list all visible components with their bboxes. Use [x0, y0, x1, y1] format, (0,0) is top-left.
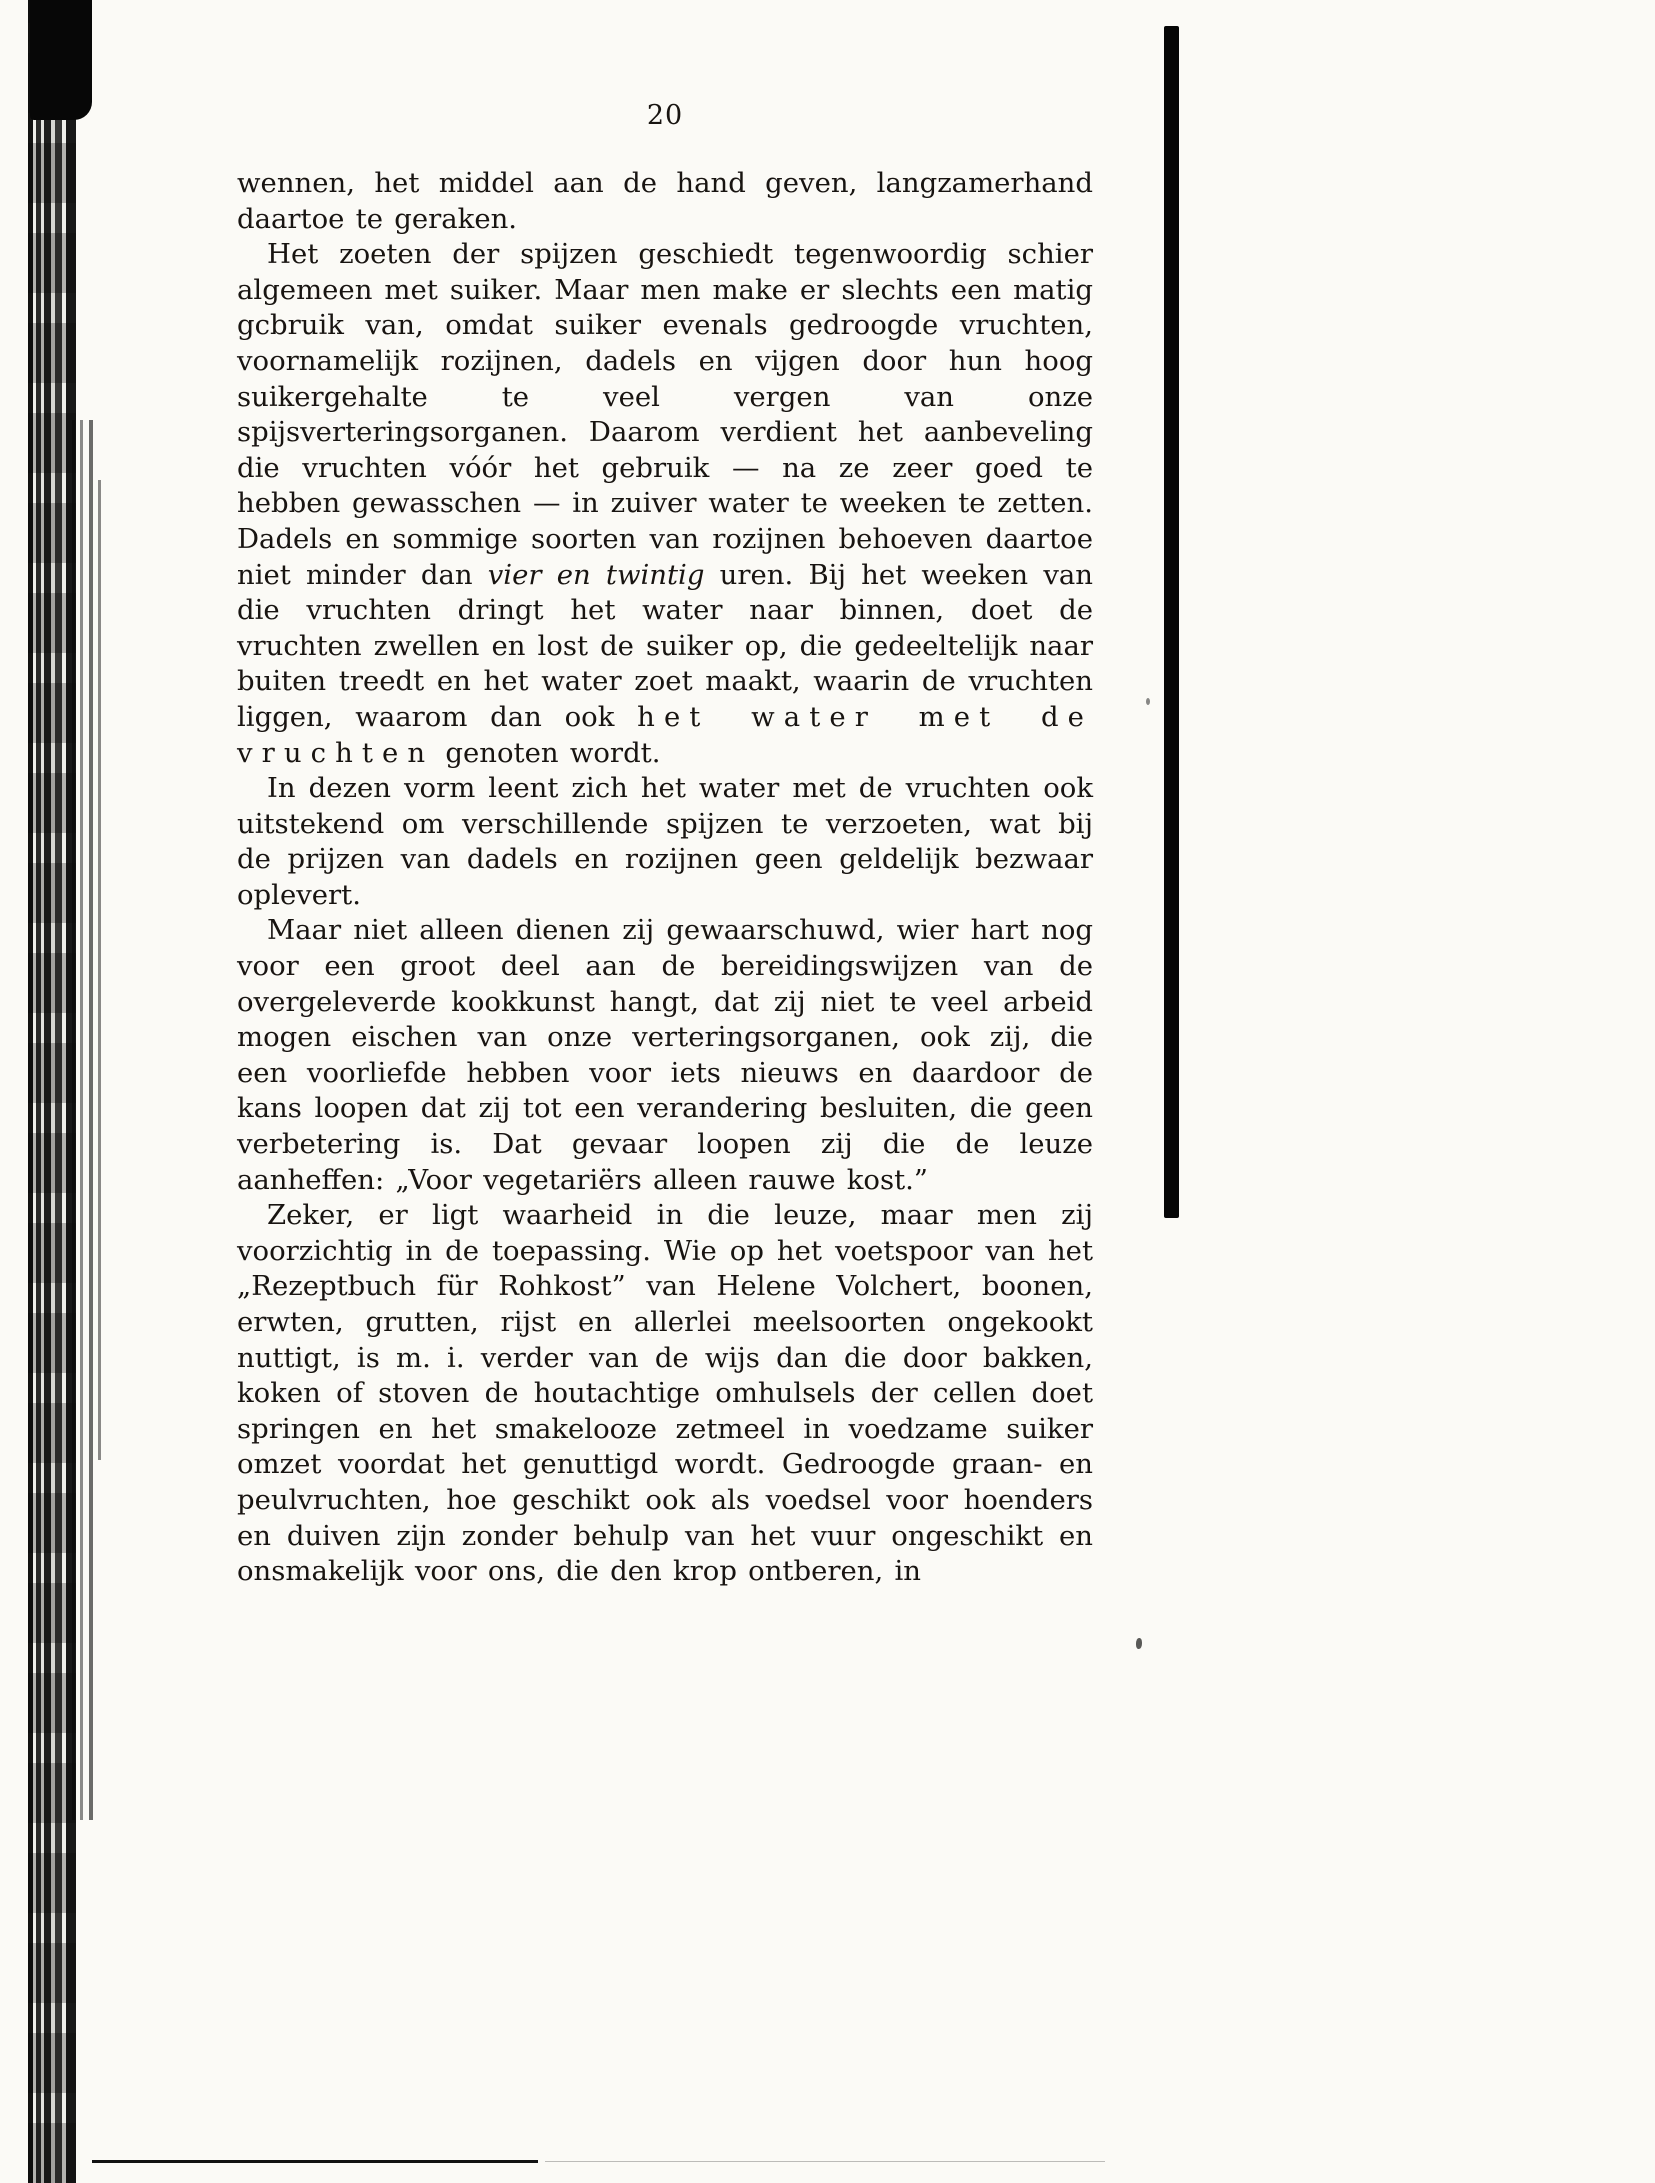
text-segment-normal: wennen, het middel aan de hand geven, langzamerhand daartoe te geraken.	[237, 167, 1093, 235]
text-segment-normal: genoten wordt.	[434, 736, 661, 769]
page-body	[237, 166, 1093, 1590]
page-number: 20	[646, 100, 684, 131]
scan-artifact-thin-line	[98, 480, 101, 1460]
scan-artifact-left-binding	[28, 0, 76, 2183]
paragraph	[237, 1198, 1093, 1590]
text-segment-normal: uren. Bij het weeken van die vruchten dringt het water naar binnen, doet de vruchten zwellen en lost de suiker op, die gedeeltelijk naar buiten treedt en het water zoet maakt, waarin de vruchten liggen, waarom dan ook	[237, 558, 1093, 733]
scan-artifact-bottom-line-faint	[545, 2161, 1105, 2162]
paragraph	[237, 237, 1093, 771]
scan-artifact-speck	[1136, 1638, 1142, 1649]
scan-artifact-speck	[1146, 698, 1150, 705]
text-segment-spaced: het water met de vruchten	[237, 700, 1093, 769]
paragraph	[237, 771, 1093, 913]
text-segment-normal: In dezen vorm leent zich het water met de vruchten ook uitstekend om verschillende spijzen te verzoeten, wat bij de prijzen van dadels en rozijnen geen geldelijk bezwaar oplevert.	[237, 772, 1093, 911]
paragraph	[237, 913, 1093, 1198]
scan-artifact-bottom-line	[92, 2160, 538, 2163]
text-segment-normal: Maar niet alleen dienen zij gewaarschuwd, wier hart nog voor een groot deel aan de bereidingswijzen van de overgeleverde kookkunst hangt, dat zij niet te veel arbeid mogen eischen van onze verteringsorganen, ook zij, die een voorliefde hebben voor iets nieuws en daardoor de kans loopen dat zij tot een verandering besluiten, die geen verbetering is. Dat gevaar loopen zij die de leuze aanheffen: „Voor vegetariërs alleen rauwe kost.”	[237, 914, 1093, 1196]
text-segment-normal: Zeker, er ligt waarheid in die leuze, maar men zij voorzichtig in de toepassing. Wie op het voetspoor van het „Rezeptbuch für Rohkost” van Helene Volchert, boonen, erwten, grutten, rijst en allerlei meelsoorten ongekookt nuttigt, is m. i. verder van de wijs dan die door bakken, koken of stoven de houtachtige omhulsels der cellen doet springen en het smakelooze zetmeel in voedzame suiker omzet voordat het genuttigd wordt. Gedroogde graan- en peulvruchten, hoe geschikt ook als voedsel voor hoenders en duiven zijn zonder behulp van het vuur ongeschikt en onsmakelijk voor ons, die den krop ontberen, in	[237, 1199, 1093, 1588]
scan-artifact-left-binding-mid	[72, 420, 98, 1820]
paragraph	[237, 166, 1093, 237]
scan-artifact-right-edge-bar	[1164, 26, 1179, 1218]
scan-artifact-top-left-blot	[30, 0, 92, 120]
text-segment-normal: Het zoeten der spijzen geschiedt tegenwoordig schier algemeen met suiker. Maar men make er slechts een matig gcbruik van, omdat suiker evenals gedroogde vruchten, voornamelijk rozijnen, dadels en vijgen door hun hoog suikergehalte te veel vergen van onze spijsverteringsorganen. Daarom verdient het aanbeveling die vruchten vóór het gebruik — na ze zeer goed te hebben gewasschen — in zuiver water te weeken te zetten. Dadels en sommige soorten van rozijnen behoeven daartoe niet minder dan	[237, 238, 1093, 591]
text-segment-italic: vier en twintig	[487, 558, 705, 591]
